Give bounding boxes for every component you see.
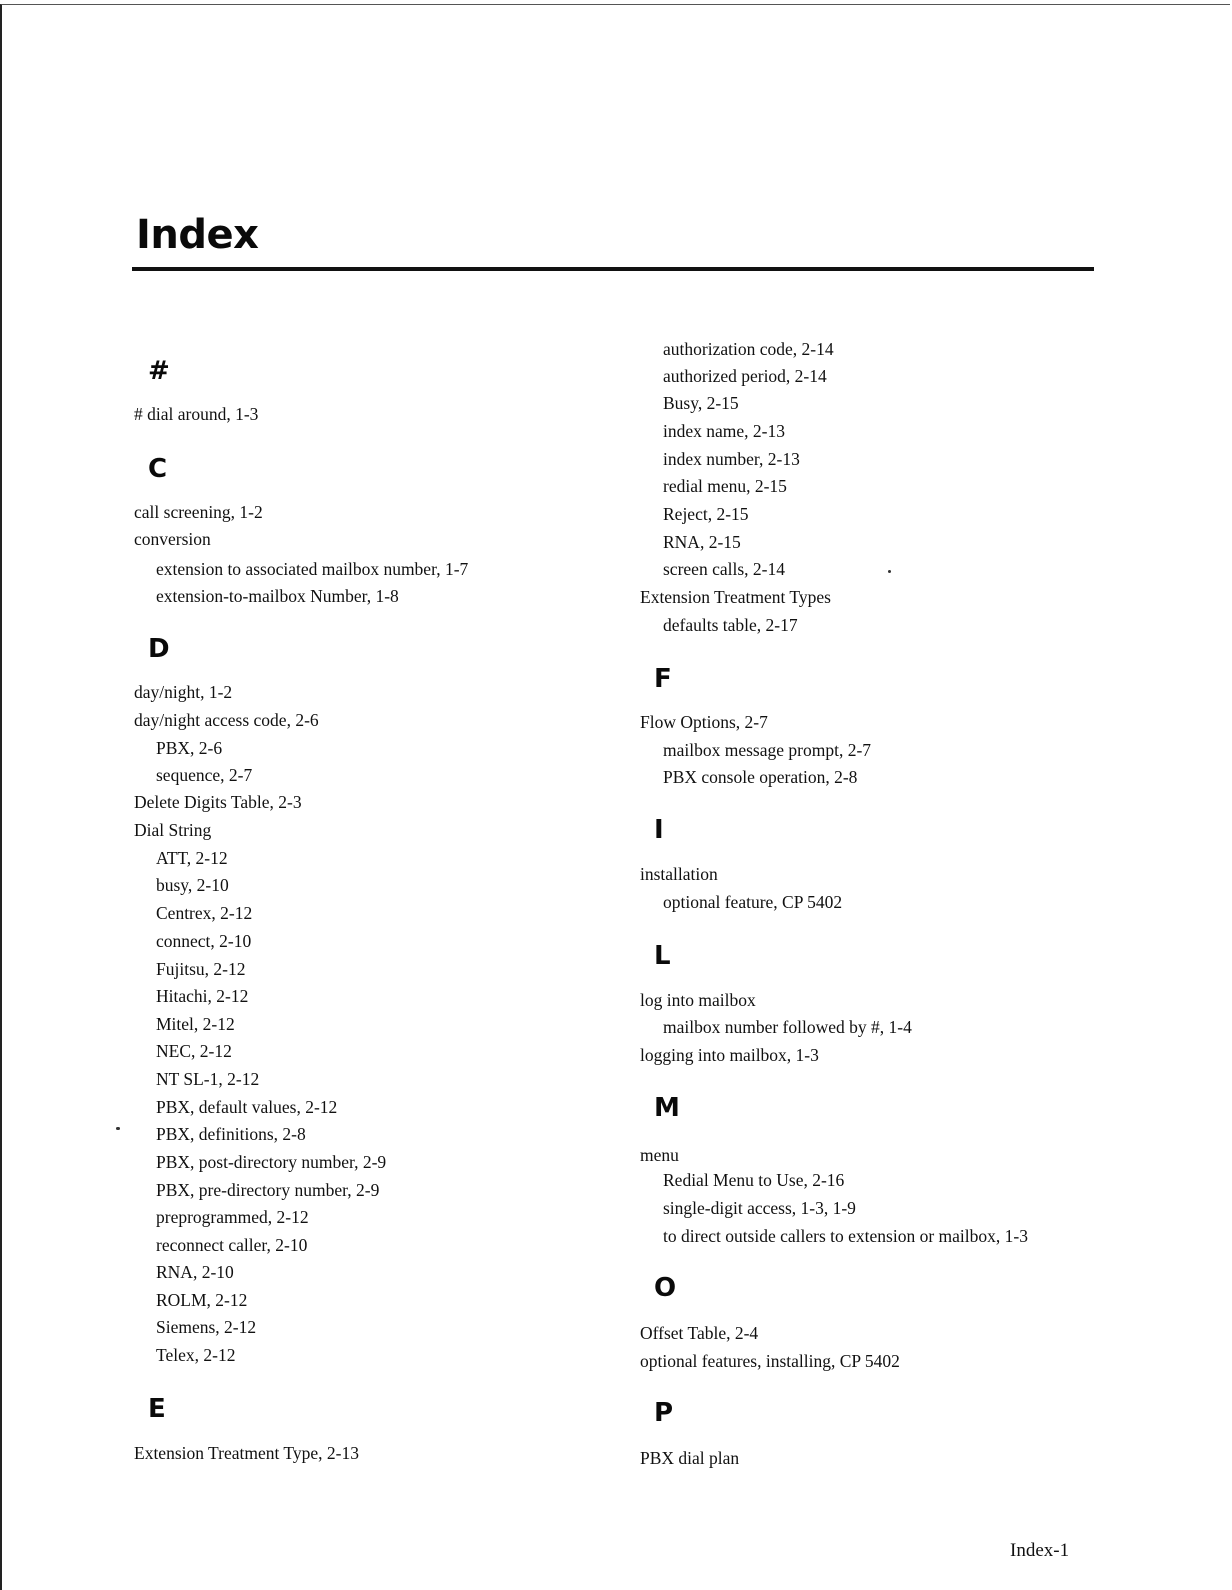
index-subentry: extension to associated mailbox number, 1-7 bbox=[156, 559, 469, 579]
index-subentry: Busy, 2-15 bbox=[663, 393, 739, 413]
index-subentry: extension-to-mailbox Number, 1-8 bbox=[156, 586, 399, 606]
index-subentry: ROLM, 2-12 bbox=[156, 1290, 248, 1310]
title-rule bbox=[132, 267, 1094, 271]
index-letter-heading: L bbox=[654, 941, 671, 971]
index-entry: PBX dial plan bbox=[640, 1448, 740, 1468]
index-entry: optional features, installing, CP 5402 bbox=[640, 1351, 900, 1371]
index-entry: # dial around, 1-3 bbox=[134, 404, 259, 424]
index-letter-heading: # bbox=[148, 356, 170, 386]
index-subentry: Fujitsu, 2-12 bbox=[156, 959, 246, 979]
index-subentry: screen calls, 2-14 bbox=[663, 559, 785, 579]
index-subentry: Telex, 2-12 bbox=[156, 1345, 236, 1365]
index-subentry: Hitachi, 2-12 bbox=[156, 986, 249, 1006]
index-letter-heading: I bbox=[654, 815, 664, 845]
index-subentry: busy, 2-10 bbox=[156, 875, 229, 895]
index-subentry: NEC, 2-12 bbox=[156, 1041, 232, 1061]
index-subentry: index name, 2-13 bbox=[663, 421, 785, 441]
index-subentry: authorized period, 2-14 bbox=[663, 366, 827, 386]
index-subentry: Mitel, 2-12 bbox=[156, 1014, 235, 1034]
index-letter-heading: F bbox=[654, 664, 672, 694]
index-entry: Extension Treatment Types bbox=[640, 587, 831, 607]
index-subentry: mailbox message prompt, 2-7 bbox=[663, 740, 872, 760]
index-entry: Delete Digits Table, 2-3 bbox=[134, 792, 302, 812]
index-entry: Extension Treatment Type, 2-13 bbox=[134, 1443, 359, 1463]
index-entry: Dial String bbox=[134, 820, 212, 840]
index-subentry: single-digit access, 1-3, 1-9 bbox=[663, 1198, 856, 1218]
index-subentry: sequence, 2-7 bbox=[156, 765, 253, 785]
index-subentry: RNA, 2-10 bbox=[156, 1262, 234, 1282]
index-entry: day/night, 1-2 bbox=[134, 682, 233, 702]
index-subentry: PBX, 2-6 bbox=[156, 738, 223, 758]
index-subentry: Centrex, 2-12 bbox=[156, 903, 253, 923]
index-subentry: connect, 2-10 bbox=[156, 931, 252, 951]
index-entry: logging into mailbox, 1-3 bbox=[640, 1045, 819, 1065]
scan-speck bbox=[116, 1127, 120, 1130]
index-letter-heading: C bbox=[148, 454, 168, 484]
index-entry: conversion bbox=[134, 529, 211, 549]
index-subentry: RNA, 2-15 bbox=[663, 532, 741, 552]
index-subentry: NT SL-1, 2-12 bbox=[156, 1069, 260, 1089]
index-letter-heading: E bbox=[148, 1394, 166, 1424]
index-subentry: optional feature, CP 5402 bbox=[663, 892, 843, 912]
scan-speck bbox=[888, 570, 891, 573]
index-entry: Flow Options, 2-7 bbox=[640, 712, 768, 732]
index-subentry: PBX, default values, 2-12 bbox=[156, 1097, 338, 1117]
index-subentry: mailbox number followed by #, 1-4 bbox=[663, 1017, 912, 1037]
index-entry: day/night access code, 2-6 bbox=[134, 710, 319, 730]
index-letter-heading: O bbox=[654, 1273, 677, 1303]
index-letter-heading: P bbox=[654, 1398, 674, 1428]
index-subentry: PBX, post-directory number, 2-9 bbox=[156, 1152, 387, 1172]
index-subentry: authorization code, 2-14 bbox=[663, 339, 834, 359]
page-title: Index bbox=[136, 212, 259, 258]
index-subentry: redial menu, 2-15 bbox=[663, 476, 787, 496]
index-subentry: Siemens, 2-12 bbox=[156, 1317, 257, 1337]
index-subentry: PBX, definitions, 2-8 bbox=[156, 1124, 306, 1144]
index-entry: installation bbox=[640, 864, 718, 884]
index-subentry: Reject, 2-15 bbox=[663, 504, 749, 524]
index-subentry: reconnect caller, 2-10 bbox=[156, 1235, 308, 1255]
index-subentry: preprogrammed, 2-12 bbox=[156, 1207, 309, 1227]
page-number: Index-1 bbox=[1010, 1540, 1070, 1561]
index-subentry: to direct outside callers to extension or mailbox, 1-3 bbox=[663, 1226, 1028, 1246]
index-entry: log into mailbox bbox=[640, 990, 756, 1010]
index-letter-heading: D bbox=[148, 634, 170, 664]
index-letter-heading: M bbox=[654, 1093, 680, 1123]
index-entry: Offset Table, 2-4 bbox=[640, 1323, 759, 1343]
index-subentry: Redial Menu to Use, 2-16 bbox=[663, 1170, 845, 1190]
index-subentry: defaults table, 2-17 bbox=[663, 615, 798, 635]
index-subentry: index number, 2-13 bbox=[663, 449, 800, 469]
index-subentry: PBX console operation, 2-8 bbox=[663, 767, 858, 787]
index-entry: call screening, 1-2 bbox=[134, 502, 263, 522]
index-entry: menu bbox=[640, 1145, 679, 1165]
index-subentry: PBX, pre-directory number, 2-9 bbox=[156, 1180, 380, 1200]
index-subentry: ATT, 2-12 bbox=[156, 848, 228, 868]
